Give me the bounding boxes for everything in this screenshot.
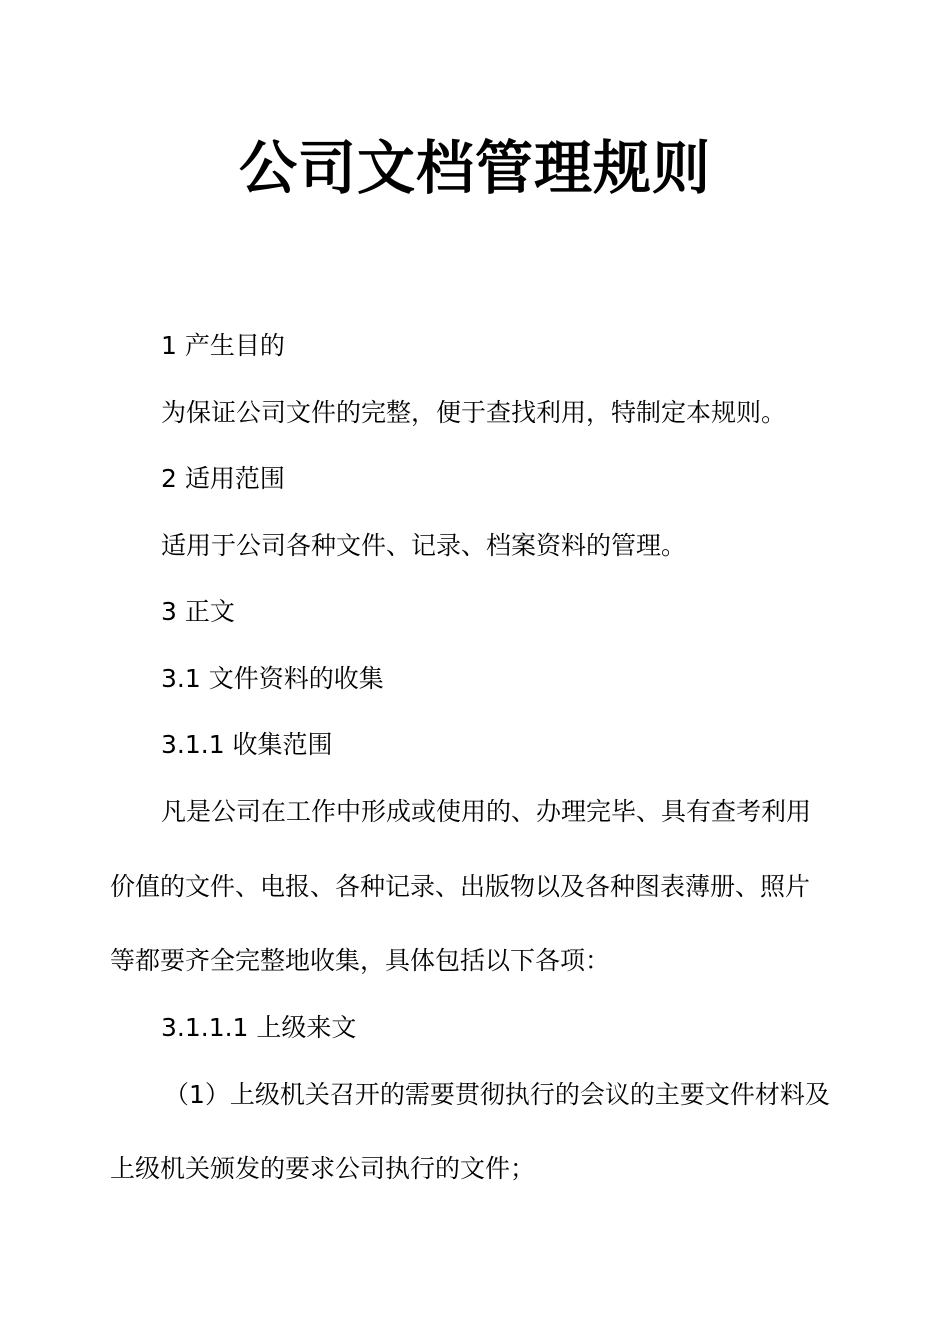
paragraph-purpose: 为保证公司文件的完整，便于查找利用，特制定本规则。 [161, 398, 787, 427]
heading-superior-documents: 3.1.1.1 上级来文 [161, 1013, 357, 1042]
heading-collection: 3.1 文件资料的收集 [161, 664, 384, 693]
heading-body: 3 正文 [161, 597, 235, 626]
document-title: 公司文档管理规则 [238, 134, 711, 202]
paragraph-collection-line-3: 等都要齐全完整地收集，具体包括以下各项： [110, 946, 611, 975]
paragraph-scope: 适用于公司各种文件、记录、档案资料的管理。 [161, 531, 687, 560]
list-item-1-line-2: 上级机关颁发的要求公司执行的文件； [110, 1154, 536, 1183]
paragraph-collection-line-2: 价值的文件、电报、各种记录、出版物以及各种图表薄册、照片 [110, 872, 811, 901]
heading-scope: 2 适用范围 [161, 464, 285, 493]
heading-collection-scope: 3.1.1 收集范围 [161, 730, 333, 759]
paragraph-collection-line-1: 凡是公司在工作中形成或使用的、办理完毕、具有查考利用 [161, 797, 812, 826]
heading-purpose: 1 产生目的 [161, 331, 285, 360]
list-item-1-line-1: （1）上级机关召开的需要贯彻执行的会议的主要文件材料及 [164, 1080, 830, 1109]
